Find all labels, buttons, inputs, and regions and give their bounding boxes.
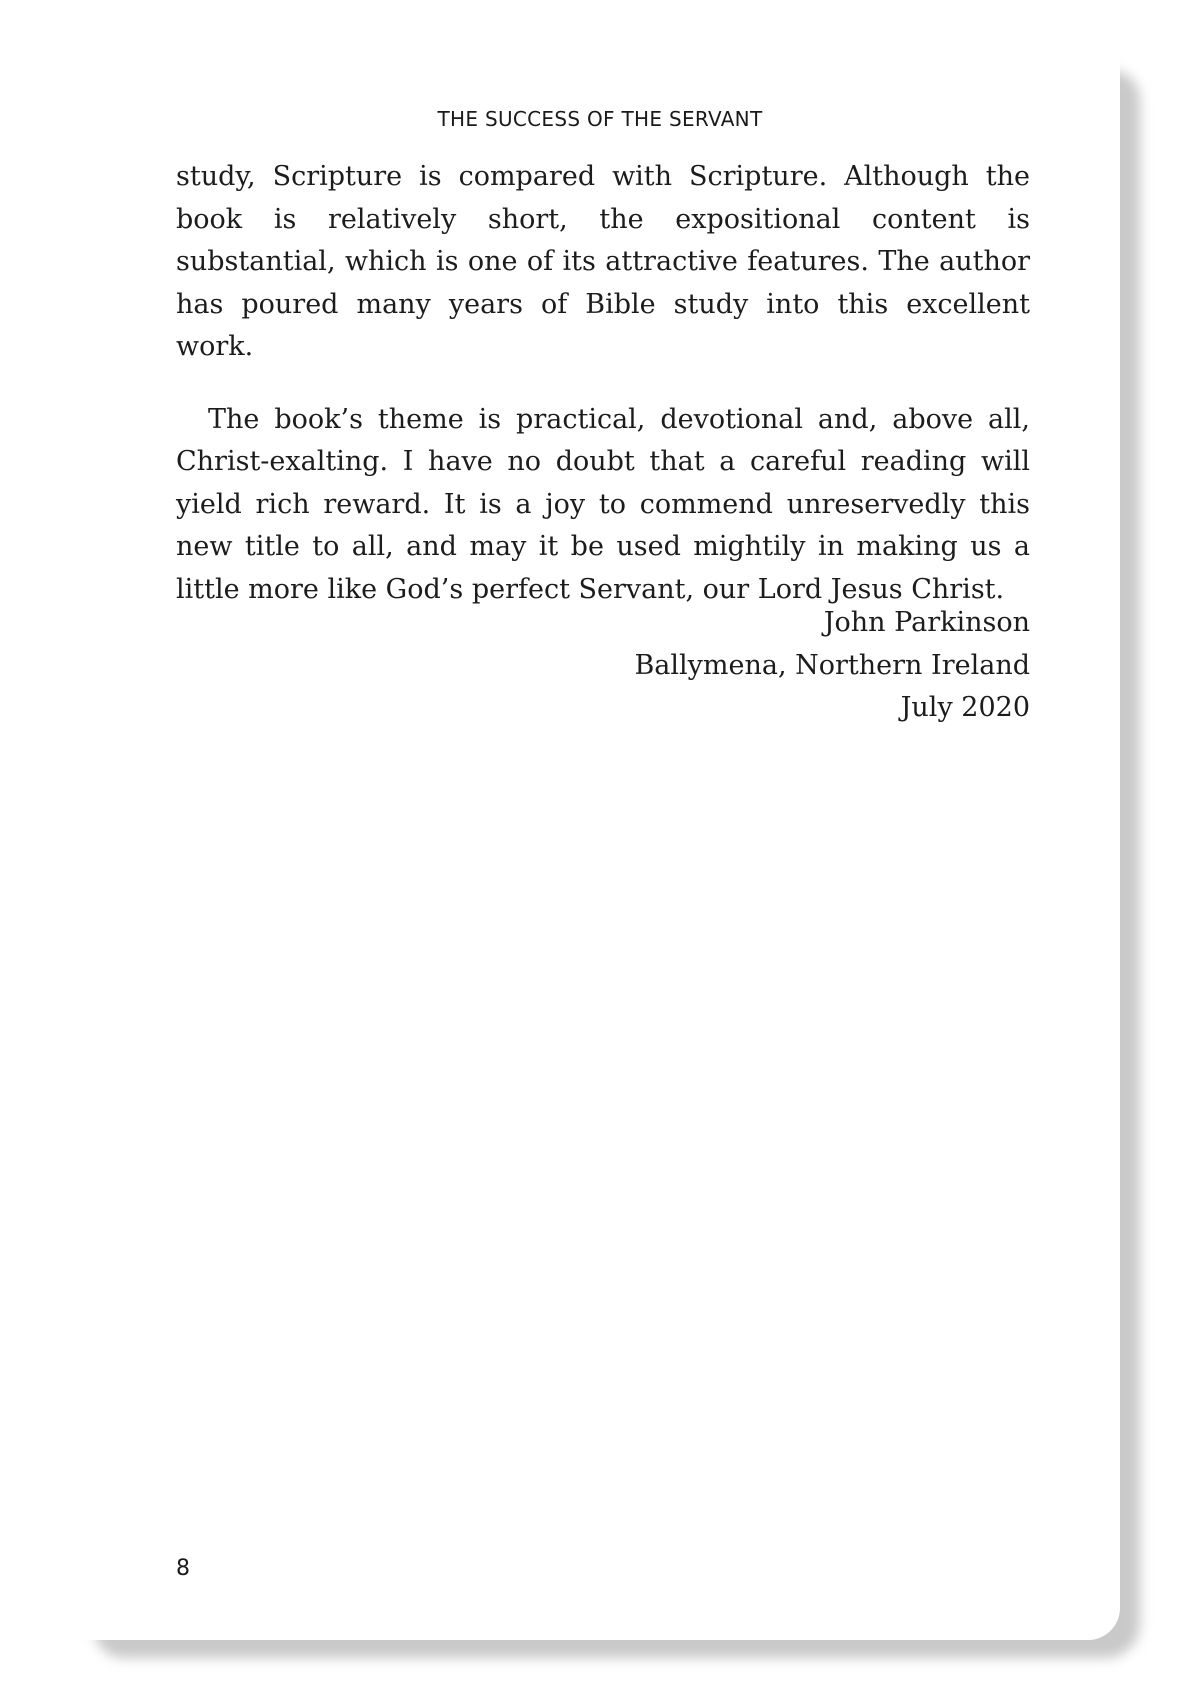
signature-location: Ballymena, Northern Ireland bbox=[634, 649, 1030, 681]
paragraph-2: The book’s theme is practical, devotional and, above all, Christ-exalting. I have no doubt that a careful reading will yield rich reward. It is a joy to commend unreservedly this new title to all, and may it be used mightily in making us a little more like God’s perfect Servant, our Lord Jesus Christ. bbox=[176, 403, 1030, 605]
paragraph-1: study, Scripture is compared with Scripture. Although the book is relatively short, the expositional content is substantial, which is one of its attractive features. The author has poured many years of Bible study into this excellent work. bbox=[176, 161, 1030, 362]
running-head: THE SUCCESS OF THE SERVANT bbox=[437, 107, 763, 131]
signature-name: John Parkinson bbox=[823, 607, 1030, 638]
body-text bbox=[176, 156, 1030, 611]
page-number: 8 bbox=[176, 1556, 190, 1581]
signature-block bbox=[560, 602, 1030, 730]
signature-date: July 2020 bbox=[900, 692, 1030, 723]
